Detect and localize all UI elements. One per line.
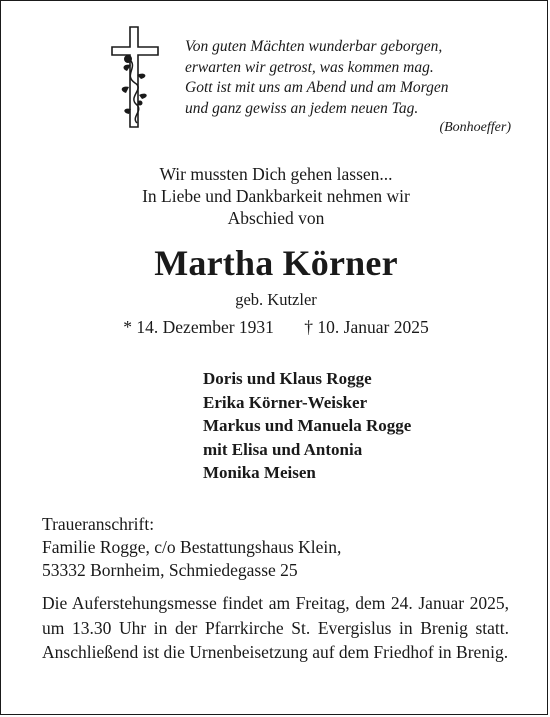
family-member: mit Elisa und Antonia bbox=[203, 439, 363, 459]
poem bbox=[185, 37, 515, 136]
family-member: Erika Körner-Weisker bbox=[203, 392, 368, 412]
poem-line: Von guten Mächten wunderbar geborgen, bbox=[185, 38, 443, 55]
family-list bbox=[203, 367, 503, 485]
maiden-name: geb. Kutzler bbox=[235, 290, 317, 309]
poem-line: und ganz gewiss an jedem neuen Tag. bbox=[185, 99, 419, 117]
intro-text bbox=[1, 163, 550, 229]
death-date: † 10. Januar 2025 bbox=[304, 317, 429, 337]
family-member: Monika Meisen bbox=[203, 463, 316, 482]
life-dates bbox=[1, 316, 550, 338]
family-member: Markus und Manuela Rogge bbox=[203, 416, 412, 435]
mourning-address bbox=[42, 513, 522, 582]
intro-line: Abschied von bbox=[227, 208, 325, 228]
address-line: 53332 Bornheim, Schmiedegasse 25 bbox=[42, 560, 298, 580]
intro-line: Wir mussten Dich gehen lassen... bbox=[159, 164, 393, 184]
family-member: Doris und Klaus Rogge bbox=[203, 369, 372, 388]
intro-line: In Liebe und Dankbarkeit nehmen wir bbox=[142, 186, 410, 206]
poem-line: Gott ist mit uns am Abend und am Morgen bbox=[185, 79, 449, 96]
deceased-name: Martha Körner bbox=[154, 243, 398, 283]
poem-attribution: (Bonhoeffer) bbox=[439, 120, 511, 135]
cross-with-rose-icon bbox=[109, 25, 161, 129]
address-label: Traueranschrift: bbox=[42, 514, 155, 534]
address-line: Familie Rogge, c/o Bestattungshaus Klein, bbox=[42, 537, 342, 557]
birth-date: * 14. Dezember 1931 bbox=[123, 317, 274, 337]
poem-line: erwarten wir getrost, was kommen mag. bbox=[185, 58, 434, 76]
service-details: Die Auferstehungsmesse findet am Freitag, dem 24. Januar 2025, um 13.30 Uhr in der Pfarrkirche St. Evergislus in Brenig statt. Anschließend ist die Urnenbeisetzung auf dem Friedhof in Brenig. bbox=[42, 593, 509, 662]
